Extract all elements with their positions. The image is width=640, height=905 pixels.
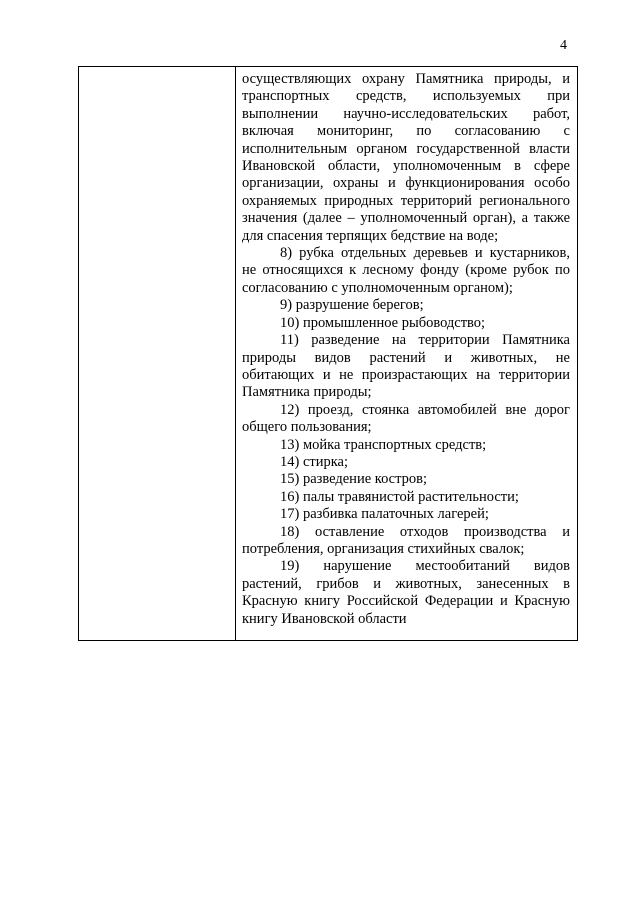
list-item: 12) проезд, стоянка автомобилей вне дорог общего пользования; bbox=[242, 401, 570, 436]
list-item: 15) разведение костров; bbox=[280, 471, 428, 488]
table-left-cell bbox=[79, 67, 236, 640]
list-item: 17) разбивка палаточных лагерей; bbox=[280, 506, 489, 523]
list-item: 13) мойка транспортных средств; bbox=[280, 436, 487, 453]
list-item: 9) разрушение берегов; bbox=[280, 297, 424, 314]
list-item: 10) промышленное рыбоводство; bbox=[280, 314, 486, 331]
list-item: 14) стирка; bbox=[280, 453, 349, 470]
list-item: 16) палы травянистой растительности; bbox=[280, 488, 519, 505]
table-right-cell bbox=[236, 67, 577, 640]
list-item: 19) нарушение местообитаний видов растений, грибов и животных, занесенных в Красную книгу Российской Федерации и Красную книгу Ивановской области bbox=[242, 558, 570, 627]
list-item: 11) разведение на территории Памятника природы видов растений и животных, не обитающих и не произрастающих на территории Памятника природы; bbox=[242, 332, 570, 401]
list-item-continuation: осуществляющих охрану Памятника природы, и транспортных средств, используемых при выполнении научно-исследовательских работ, включая мониторинг, по согласованию с исполнительным органом государственной власти Ивановской области, уполномоченным в сфере организации, охраны и функционирования особо охраняемых природных территорий регионального значения (далее – уполномоченный орган), а также для спасения терпящих бедствие на воде; bbox=[242, 71, 570, 244]
page-number: 4 bbox=[560, 38, 567, 53]
regulation-table bbox=[78, 66, 578, 641]
list-item: 18) оставление отходов производства и потребления, организация стихийных свалок; bbox=[242, 523, 570, 557]
list-item: 8) рубка отдельных деревьев и кустарников, не относящихся к лесному фонду (кроме рубок по согласованию с уполномоченным органом); bbox=[242, 245, 570, 296]
